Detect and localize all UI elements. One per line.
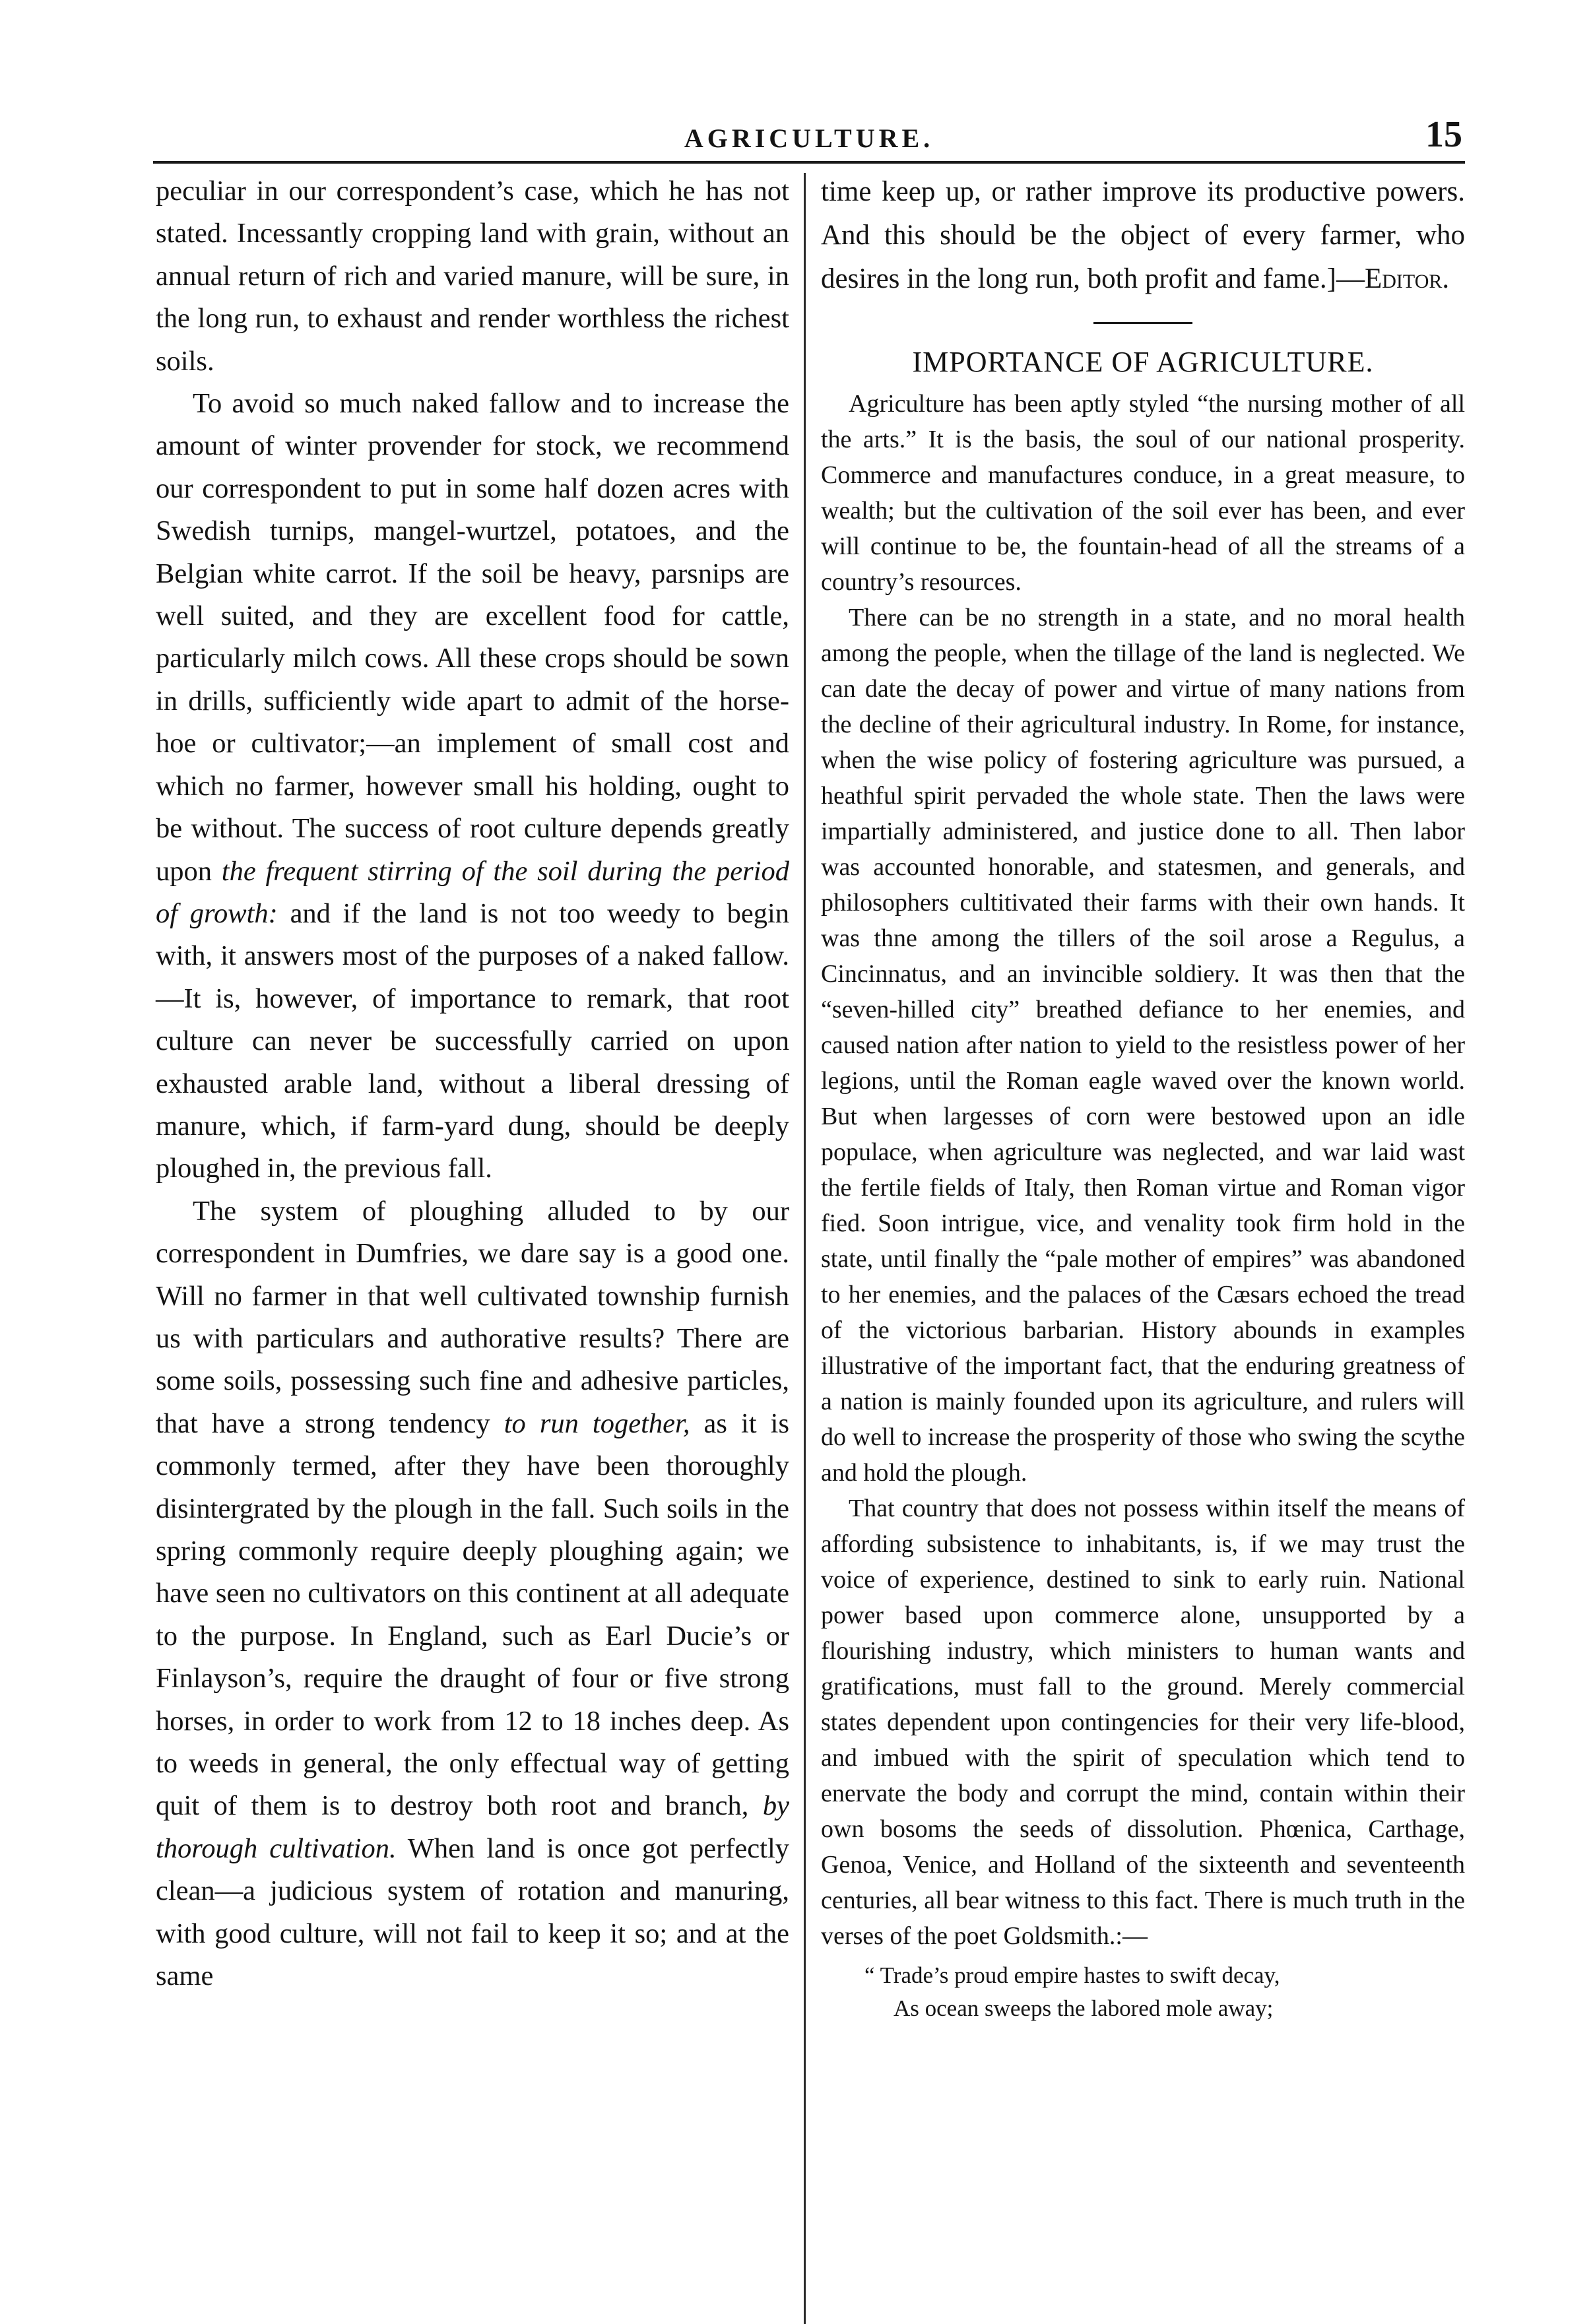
header-rule (153, 161, 1465, 164)
running-title: AGRICULTURE. (684, 123, 934, 153)
running-head (156, 114, 1462, 158)
left-column (156, 170, 789, 1997)
left-paragraph-3-text-b: as it is commonly termed, after they have been thoroughly disintergrated by the plough in the fall. Such soils in the spring commonly require deeply ploughing again; we have seen no cultivators on this continent at all adequate to the purpose. In England, such as Earl Ducie’s or Finlayson’s, require the draught of four or five strong horses, in order to work from 12 to 18 inches deep. As to weeds in general, the only effectual way of getting quit of them is to destroy both root and branch, (156, 1407, 789, 1822)
left-paragraph-1: peculiar in our correspondent’s case, which he has not stated. Incessantly cropping land with grain, without an annual return of rich and varied manure, will be sure, in the long run, to exhaust and render worthless the richest soils. (156, 176, 789, 377)
right-paragraph-3: That country that does not possess within itself the means of affording subsistence to inhabitants, is, if we may trust the voice of experience, destined to sink to early ruin. National power based upon commerce alone, unsupported by a flourishing industry, which ministers to human wants and gratifications, must fall to the ground. Merely commercial states dependent upon contingencies for their very life-blood, and imbued with the spirit of speculation which tend to enervate the body and corrupt the mind, contain within their own bosoms the seeds of dissolution. Phœnica, Carthage, Genoa, Venice, and Holland of the sixteenth and seventeenth centuries, all bear witness to this fact. There is much truth in the verses of the poet Goldsmith.:— (821, 1495, 1465, 1950)
left-paragraph-3 (156, 1190, 789, 1998)
editor-signature: Editor. (1364, 263, 1450, 294)
left-paragraph-3-text-c: When land is once got perfectly clean—a judicious system of rotation and manuring, with good culture, will not fail to keep it so; and at the same (156, 1832, 789, 1992)
left-paragraph-2 (156, 383, 789, 1190)
right-continuation (821, 170, 1465, 301)
right-continuation-text: time keep up, or rather improve its productive powers. And this should be the object of every farmer, who desires in the long run, both profit and fame.]— (821, 176, 1465, 294)
right-paragraph-2: There can be no strength in a state, and no moral health among the people, when the tillage of the land is neglected. We can date the decay of power and virtue of many nations from the decline of their agricultural industry. In Rome, for instance, when the wise policy of fostering agriculture was pursued, a heathful spirit pervaded the whole state. Then the laws were impartially administered, and justice done to all. Then labor was accounted honorable, and statesmen, and generals, and philosophers cultitivated their farms with their own hands. It was thne among the tillers of the soil arose a Regulus, a Cincinnatus, and an invincible soldiery. It was then that the “seven-hilled city” breathed defiance to her enemies, and caused nation after nation to yield to the resistless power of her legions, until the Roman eagle waved over the known world. But when largesses of corn were bestowed upon an idle populace, when agriculture was neglected, and war laid wast the fertile fields of Italy, then Roman virtue and Roman vigor fied. Soon intrigue, vice, and venality took firm hold in the state, until finally the “pale mother of empires” was abandoned to her enemies, and the palaces of the Cæsars echoed the tread of the victorious barbarian. History abounds in examples illustrative of the important fact, that the enduring greatness of a nation is mainly founded upon its agriculture, and rulers will do well to increase the prosperity of those who swing the scythe and hold the plough. (821, 604, 1465, 1487)
right-column (821, 170, 1465, 2025)
left-paragraph-3-emphasis-2: by thorough cultivation. (156, 1790, 789, 1864)
section-separator (1093, 322, 1192, 324)
column-divider (804, 173, 806, 2324)
left-paragraph-2-text-b: and if the land is not too weedy to begin with, it answers most of the purposes of a naked fallow.—It is, however, of importance to remark, that root culture can never be successfully carried on upon exhausted arable land, without a liberal dressing of manure, which, if farm-yard dung, should be deeply ploughed in, the previous fall. (156, 897, 790, 1184)
left-paragraph-2-emphasis: the frequent stirring of the soil during the period of growth: (156, 855, 789, 929)
left-paragraph-3-emphasis-1: to run together, (504, 1407, 690, 1439)
poem-line-2: As ocean sweeps the labored mole away; (894, 1995, 1274, 2021)
article-title: IMPORTANCE OF AGRICULTURE. (912, 346, 1374, 378)
poem-quote (821, 1959, 1465, 2025)
left-paragraph-3-text-a: The system of ploughing alluded to by our correspondent in Dumfries, we dare say is a good one. Will no farmer in that well cultivated township furnish us with particulars and authorative results? There are some soils, possessing such fine and adhesive particles, that have a strong tendency (156, 1195, 789, 1439)
poem-line-1: “ Trade’s proud empire hastes to swift decay, (864, 1962, 1280, 1988)
right-paragraph-1: Agriculture has been aptly styled “the nursing mother of all the arts.” It is the basis, the soul of our national prosperity. Commerce and manufactures conduce, in a great measure, to wealth; but the cultivation of the soil ever has been, and ever will continue to be, the fountain-head of all the streams of a country’s resources. (821, 390, 1465, 596)
left-paragraph-2-text-a: To avoid so much naked fallow and to increase the amount of winter provender for stock, we recommend our correspondent to put in some half dozen acres with Swedish turnips, mangel-wurtzel, potatoes, and the Belgian white carrot. If the soil be heavy, parsnips are well suited, and they are excellent food for cattle, particularly milch cows. All these crops should be sown in drills, sufficiently wide apart to admit of the horse-hoe or cultivator;—an implement of small cost and which no farmer, however small his holding, ought to be without. The success of root culture depends greatly upon (156, 388, 789, 887)
page-number: 15 (1425, 114, 1462, 155)
